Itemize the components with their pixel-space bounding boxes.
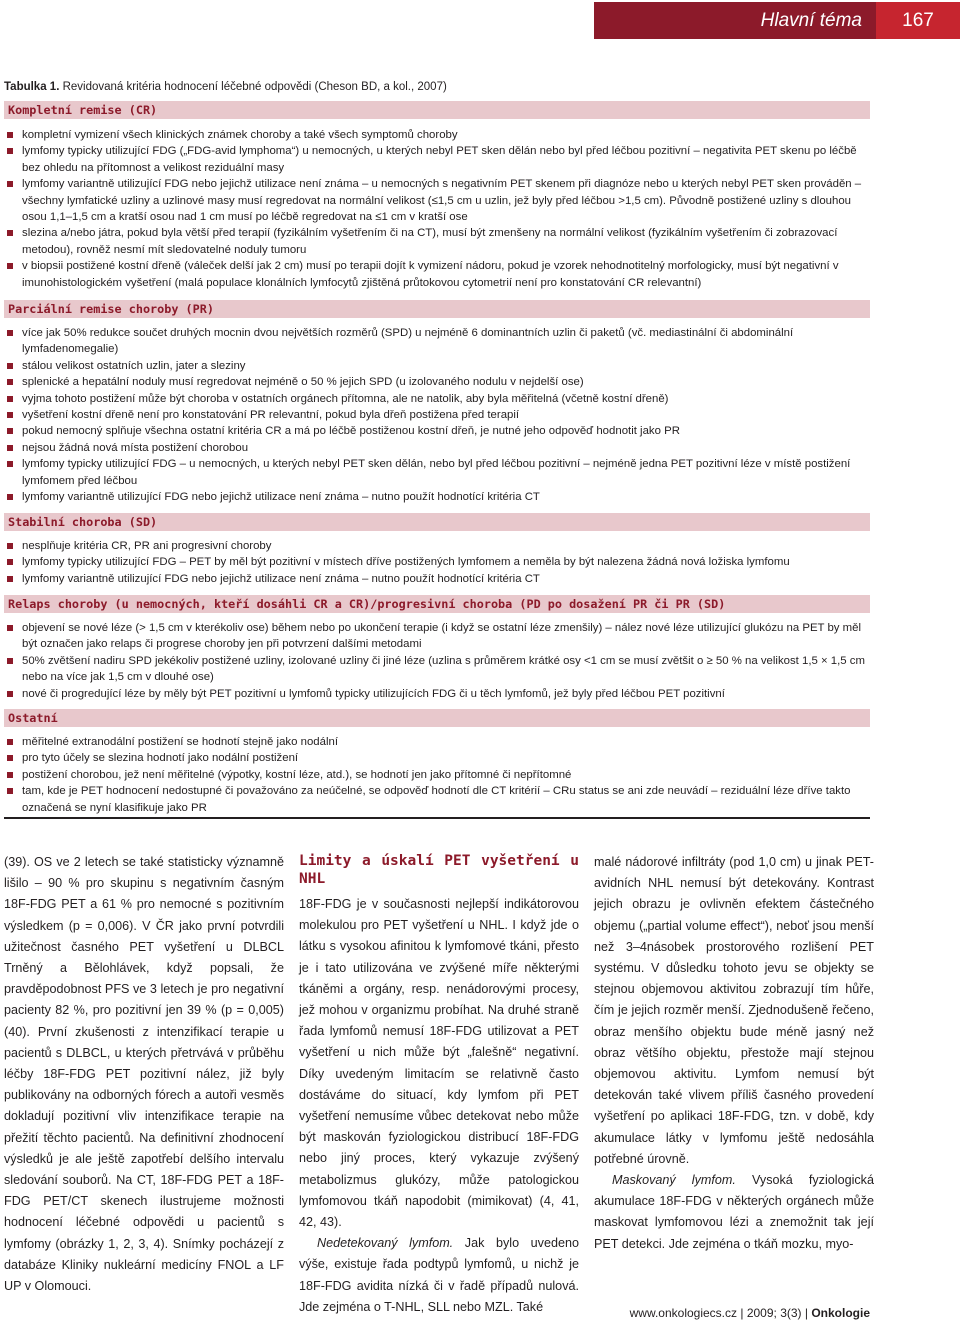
paragraph-text: Jak bylo uvedeno výše, existuje řada podtypů lymfomů, u nichž je 18F-FDG avidita nízká či v řadě případů nulová. Jde zejména o T-NHL, SLL nebo MZL. Také — [299, 1236, 579, 1314]
body-column-3 — [594, 852, 874, 1255]
list-item: v biopsii postižené kostní dřeně (váleček delší jak 2 cm) musí po terapii dojít k vymizení nádoru, pokud je vzorek nehodnotitelný morfologicky, musí být negativní v imunohistologickém vyšetření (malá populace klonálních lymfocytů zjištěná průtokovou cytometrií není pro konstatování CR relevantní) — [4, 258, 870, 291]
body-paragraph — [299, 1233, 579, 1318]
footer-issue: 2009; 3(3) — [746, 1306, 802, 1320]
body-paragraph — [594, 1170, 874, 1255]
section-heading-sd: Stabilní choroba (SD) — [4, 513, 870, 531]
paragraph-lead: Maskovaný lymfom. — [612, 1173, 736, 1188]
footer-journal: Onkologie — [811, 1306, 870, 1320]
list-item: nové či progredující léze by měly být PET pozitivní u lymfomů typicky utilizujících FDG či u těch lymfomů, jež byly před léčbou PET pozitivní — [4, 686, 870, 702]
list-item: tam, kde je PET hodnocení nedostupné či považováno za neúčelné, se odpověď hodnotí dle CT kritérií – CRu status se ani zde neuvádí – reziduální léze dříve takto označená se nyní klasifikuje jako PR — [4, 783, 870, 816]
body-column-2 — [299, 852, 579, 1318]
list-item: kompletní vymizení všech klinických známek choroby a také všech symptomů choroby — [4, 127, 870, 143]
paragraph-lead: Nedetekovaný lymfom. — [317, 1236, 454, 1251]
section-list-other — [4, 734, 870, 816]
table-bottom-rule — [4, 817, 870, 819]
header-bar — [594, 2, 876, 39]
list-item: lymfomy typicky utilizující FDG („FDG-avid lymphoma“) u nemocných, u kterých nebyl PET sken dělán nebo byl před léčbou pozitivní – negativita PET skenu po léčbě bez ohledu na přítomnost a velikost reziduální masy — [4, 143, 870, 176]
section-heading-pr: Parciální remise choroby (PR) — [4, 300, 870, 318]
list-item: vyšetření kostní dřeně není pro konstatování PR relevantní, pokud byla dřeň postižena před terapií — [4, 407, 870, 423]
page-footer: www.onkologiecs.cz | 2009; 3(3) | Onkologie — [629, 1306, 870, 1320]
list-item: lymfomy typicky utilizující FDG – u nemocných, u kterých nebyl PET sken dělán, nebo byl před léčbou pozitivní – nejméně jedna PET pozitivní léze v místě postižení lymfomem před léčbou — [4, 456, 870, 489]
list-item: stálou velikost ostatních uzlin, jater a sleziny — [4, 358, 870, 374]
section-heading-relapse: Relaps choroby (u nemocných, kteří dosáhli CR a CR)/progresivní choroba (PD po dosažení PR či PR (SD) — [4, 595, 870, 613]
footer-url: www.onkologiecs.cz — [629, 1306, 738, 1320]
body-paragraph: (39). OS ve 2 letech se také statisticky významně lišilo – 90 % pro skupinu s negativním časným 18F-FDG PET a 61 % pro nemocné s pozitivním výsledkem (p = 0,006). V ČR jako první potvrdili užitečnost časného PET vyšetření u DLBCL Trněný a Bělohlávek, když popsali, že pravděpodobnost PFS ve 3 letech je pro negativní pacienty 82 %, pro pozitivní jen 39 % (p = 0,005) (40). První zkušenosti z intenzifikací terapie u pacientů s DLBCL, u kterých přetrvává v průběhu léčby 18F-FDG PET pozitivní nález, již byly publikovány na odborných fórech a autoři vesměs dokladují pozitivní vliv intenzifikace terapie na přežití těchto pacientů. Na definitivní zhodnocení výsledků je ale ještě zapotřebí delšího intervalu sledování souborů. Na CT, 18F-FDG PET a 18F-FDG PET/CT skenech ilustrujeme možnosti hodnocení léčebné odpovědi u pacientů s lymfomy (obrázky 1, 2, 3, 4). Snímky pocházejí z databáze Kliniky nukleární medicíny FNOL a LF UP v Olomouci. — [4, 855, 284, 1294]
list-item: 50% zvětšení nadiru SPD jekékoliv postižené uzliny, izolované uzliny či jiné léze (uzlina s průměrem krátké osy <1 cm se musí zvětšit o ≥ 50 % na velikost 1,5 × 1,5 cm nebo na více jak 1,5 cm v dlouhé ose) — [4, 653, 870, 686]
list-item: nejsou žádná nová místa postižení chorobou — [4, 440, 870, 456]
list-item: postižení chorobou, jež není měřitelné (výpotky, kostní léze, atd.), se hodnotí jen jako přítomné či nepřítomné — [4, 767, 870, 783]
section-heading-other: Ostatní — [4, 709, 870, 727]
section-list-pr — [4, 325, 870, 505]
table-caption-text: Revidovaná kritéria hodnocení léčebné odpovědi (Cheson BD, a kol., 2007) — [62, 81, 447, 93]
section-list-cr — [4, 127, 870, 291]
list-item: objevení se nové léze (> 1,5 cm v kterékoliv ose) během nebo po ukončení terapie (i když se ostatní léze zmenšily) – nález nové léze utilizující glukózu na PET by měl být označen jako relaps či progrese choroby jen při potvrzení dalšími metodami — [4, 620, 870, 653]
body-paragraph: malé nádorové infiltráty (pod 1,0 cm) u jinak PET-avidních NHL nemusí být detekovány. Kontrast jejich obrazu je ovlivněn efektem částečného objemu („partial volume effect“), neboť jsou menší než 3–4násobek prostorového rozlišení PET systému. V důsledku tohoto jevu se objekty se stejnou objemovou aktivitou zobrazují tím hůře, čím je jejich rozměr menší. Zjednodušeně řečeno, obraz menšího objektu bude méně jasný než obraz většího objektu, přestože mají stejnou objemovou aktivitu. Lymfom nemusí být detekován také vlivem příliš časného provedení vyšetření po aplikaci 18F-FDG, tzn. v době, kdy akumulace látky v lymfomu ještě nedosáhla potřebné úrovně. — [594, 855, 874, 1166]
table-caption-label: Tabulka 1. — [4, 81, 60, 93]
list-item: lymfomy variantně utilizující FDG nebo jejichž utilizace není známa – nutno použít hodnotící kritéria CT — [4, 571, 870, 587]
section-heading: Limity a úskalí PET vyšetření u NHL — [299, 853, 579, 887]
list-item: pro tyto účely se slezina hodnotí jako nodální postižení — [4, 750, 870, 766]
page-number: 167 — [876, 2, 960, 39]
list-item: více jak 50% redukce součet druhých mocnin dvou největších rozměrů (SPD) u nejméně 6 dominantních uzlin či paketů (vč. mediastinální či abdominální lymfadenomegalie) — [4, 325, 870, 358]
list-item: vyjma tohoto postižení může být choroba v ostatních orgánech přítomna, ale ne natolik, aby byla měřitelná (včetně kostní dřeně) — [4, 391, 870, 407]
list-item: pokud nemocný splňuje všechna ostatní kritéria CR a má po léčbě postiženou kostní dřeň, je nutné jeho odpověď hodnotit jako PR — [4, 423, 870, 439]
section-title: Hlavní téma — [760, 10, 862, 31]
body-column-1 — [4, 852, 284, 1297]
section-heading-cr: Kompletní remise (CR) — [4, 101, 870, 119]
list-item: lymfomy variantně utilizující FDG nebo jejichž utilizace není známa – u nemocných s negativním PET skenem při diagnóze nebo u kterých nebyl PET sken prováděn – všechny lymfatické uzliny a uzlinové masy musí regredovat na normální velikost (≤1,5 cm u uzlin, jež byly před léčbou >1,5 cm). Původně postižené uzliny s dlouhou osou 1,1–1,5 cm a kratší osou nad 1 cm musí po léčbě regredovat na ≤1 cm v kratší ose — [4, 176, 870, 225]
list-item: nesplňuje kritéria CR, PR ani progresivní choroby — [4, 538, 870, 554]
list-item: slezina a/nebo játra, pokud byla větší před terapií (fyzikálním vyšetřením či na CT), musí být zmenšeny na normální velikost (fyzikálním vyšetřením či zobrazovací metodou), rovněž nesmí mít sledovatelné noduly tumoru — [4, 225, 870, 258]
list-item: lymfomy typicky utilizující FDG – PET by měl být pozitivní v místech dříve postižených lymfomem a neměla by být nalezena žádná nová ložiska lymfomu — [4, 554, 870, 570]
section-list-sd — [4, 538, 870, 587]
body-paragraph: 18F-FDG je v současnosti nejlepší indikátorovou molekulou pro PET vyšetření u NHL. I když jde o látku s vysokou afinitou k lymfomové tkáni, přesto je i tato utilizována ve zvýšené míře některými tkáněmi a orgány, resp. nenádorovými procesy, jež mohou v organizmu probíhat. Na druhé straně řada lymfomů nemusí 18F-FDG utilizovat a PET vyšetření u nich může být „falešně“ negativní. Díky uvedeným limitacím se relativně často dostáváme do situací, kdy lymfom při PET vyšetření nemusíme vůbec detekovat nebo může být maskován fyziologickou distribucí 18F-FDG nebo jiný proces, který vykazuje zvýšený metabolizmus glukózy, může patologickou lymfomovou tkáň napodobit (mimikovat) (4, 41, 42, 43). — [299, 897, 579, 1230]
section-list-relapse — [4, 620, 870, 702]
list-item: měřitelné extranodální postižení se hodnotí stejně jako nodální — [4, 734, 870, 750]
table-caption — [4, 81, 884, 93]
paragraph-text: Vysoká fyziologická akumulace 18F-FDG v některých orgánech může maskovat lymfomovou lézi a znemožnit tak její PET detekci. Jde zejména o tkáň mozku, myo- — [594, 1173, 874, 1251]
list-item: splenické a hepatální noduly musí regredovat nejméně o 50 % jejich SPD (u izolovaného nodulu v nejdelší ose) — [4, 374, 870, 390]
list-item: lymfomy variantně utilizující FDG nebo jejichž utilizace není známa – nutno použít hodnotící kritéria CT — [4, 489, 870, 505]
